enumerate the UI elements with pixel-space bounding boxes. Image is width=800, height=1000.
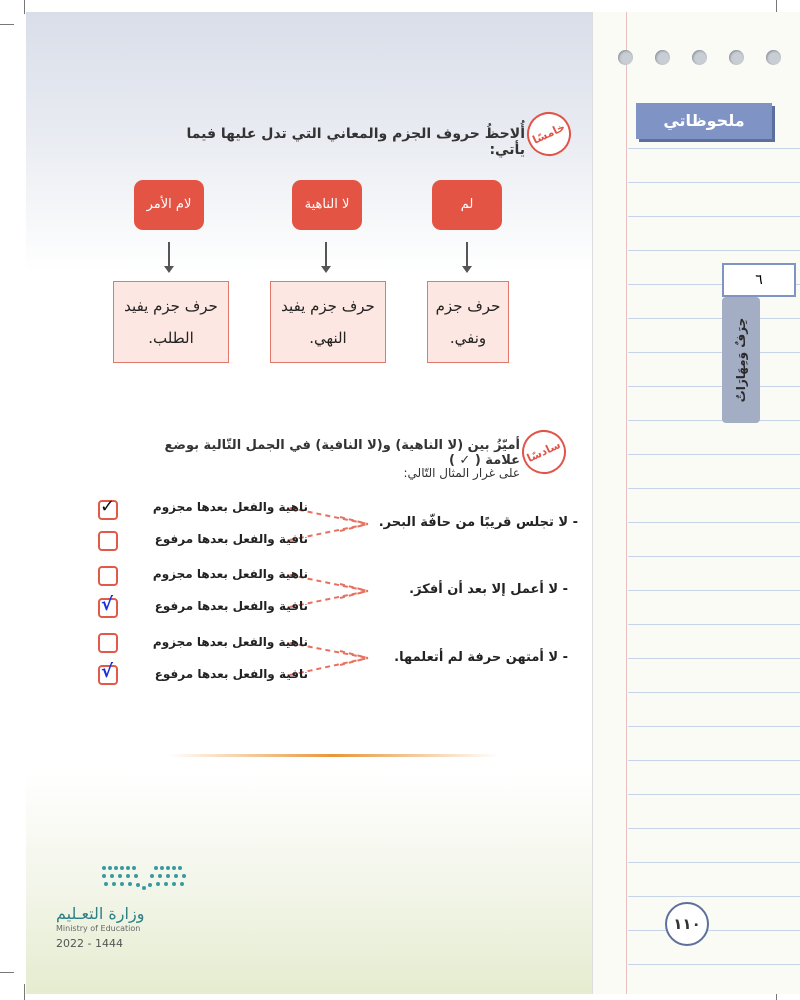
ministry-logo-icon — [98, 862, 190, 894]
arrow-head — [321, 266, 331, 273]
section-badge-5: خامسًا — [520, 105, 578, 163]
exercise-sentence-3: - لا أمتهن حرفة لم أتعلمها. — [394, 650, 568, 665]
notes-margin-line — [626, 12, 627, 994]
ruled-line — [628, 182, 800, 183]
ruled-line — [628, 794, 800, 795]
ruled-line — [628, 658, 800, 659]
checkbox[interactable] — [98, 566, 118, 586]
ruled-line — [628, 726, 800, 727]
ruled-line — [628, 522, 800, 523]
ruled-line — [628, 420, 800, 421]
option-nahiya: ناهية والفعل بعدها مجزوم — [152, 500, 308, 514]
crop-mark — [24, 0, 25, 14]
section-divider — [168, 754, 498, 757]
check-mark: √ — [101, 594, 114, 615]
ruled-line — [628, 148, 800, 149]
option-nafiya: نافية والفعل بعدها مرفوع — [154, 667, 308, 681]
arrow-head — [462, 266, 472, 273]
crop-mark — [0, 24, 14, 25]
edition-year: 2022 - 1444 — [56, 937, 123, 950]
arrow-down — [325, 242, 327, 268]
ruled-line — [628, 590, 800, 591]
ruled-line — [628, 352, 800, 353]
unit-number: ٦ — [722, 263, 796, 297]
ruled-line — [628, 692, 800, 693]
crop-mark — [24, 984, 25, 1000]
unit-title: حِرَفٌ وَمِهَارَاتٌ — [734, 317, 748, 403]
ruled-line — [628, 828, 800, 829]
option-nahiya: ناهية والفعل بعدها مجزوم — [152, 635, 308, 649]
crop-mark — [0, 972, 14, 973]
binder-hole — [692, 50, 707, 65]
binder-hole — [655, 50, 670, 65]
section1-instruction: أُلاحظُ حروف الجزم والمعاني التي تدل عليها فيما يأتي: — [186, 126, 525, 158]
meaning-box-la-nahiya: حرف جزم يفيد النهي. — [270, 281, 386, 363]
ruled-line — [628, 488, 800, 489]
meaning-box-lam-amr: حرف جزم يفيد الطلب. — [113, 281, 229, 363]
binder-hole — [618, 50, 633, 65]
notes-panel — [592, 12, 800, 994]
dashed-connectors — [280, 495, 380, 695]
binder-hole — [729, 50, 744, 65]
section-badge-6: سادسًا — [515, 423, 573, 481]
ruled-line — [628, 896, 800, 897]
ruled-line — [628, 862, 800, 863]
ruled-line — [628, 556, 800, 557]
ministry-name-ar: وزارة التعـليم — [56, 904, 145, 923]
particle-lam-amr: لام الأمر — [134, 180, 204, 230]
ruled-line — [628, 930, 800, 931]
ruled-line — [628, 760, 800, 761]
option-nafiya: نافية والفعل بعدها مرفوع — [154, 599, 308, 613]
arrow-head — [164, 266, 174, 273]
ruled-line — [628, 386, 800, 387]
arrow-down — [168, 242, 170, 268]
particle-lam: لم — [432, 180, 502, 230]
notes-title: ملحوظاتي — [636, 103, 772, 139]
ruled-line — [628, 250, 800, 251]
ruled-line — [628, 216, 800, 217]
arrow-down — [466, 242, 468, 268]
section2-instruction: أميّزُ بين (لا الناهية) و(لا النافية) في الجمل التّالية بوضع علامة ( ✓ ) — [164, 438, 520, 468]
page-number: ١١٠ — [665, 902, 709, 946]
particle-la-nahiya: لا الناهية — [292, 180, 362, 230]
check-mark: √ — [101, 661, 114, 682]
checkbox[interactable] — [98, 531, 118, 551]
section2-instruction-cont: على غرار المثال التّالي: — [403, 466, 520, 480]
option-nahiya: ناهية والفعل بعدها مجزوم — [152, 567, 308, 581]
ruled-line — [628, 454, 800, 455]
exercise-sentence-1: - لا تجلس قريبًا من حافّة البحر. — [378, 515, 578, 530]
unit-tab — [722, 297, 760, 423]
option-nafiya: نافية والفعل بعدها مرفوع — [154, 532, 308, 546]
ruled-line — [628, 624, 800, 625]
meaning-box-lam: حرف جزم ونفي. — [427, 281, 509, 363]
check-mark: ✓ — [100, 496, 116, 517]
ruled-line — [628, 318, 800, 319]
ruled-line — [628, 964, 800, 965]
binder-hole — [766, 50, 781, 65]
ministry-name-en: Ministry of Education — [56, 924, 141, 933]
exercise-sentence-2: - لا أعمل إلا بعد أن أفكرَ. — [409, 582, 568, 597]
checkbox[interactable] — [98, 633, 118, 653]
